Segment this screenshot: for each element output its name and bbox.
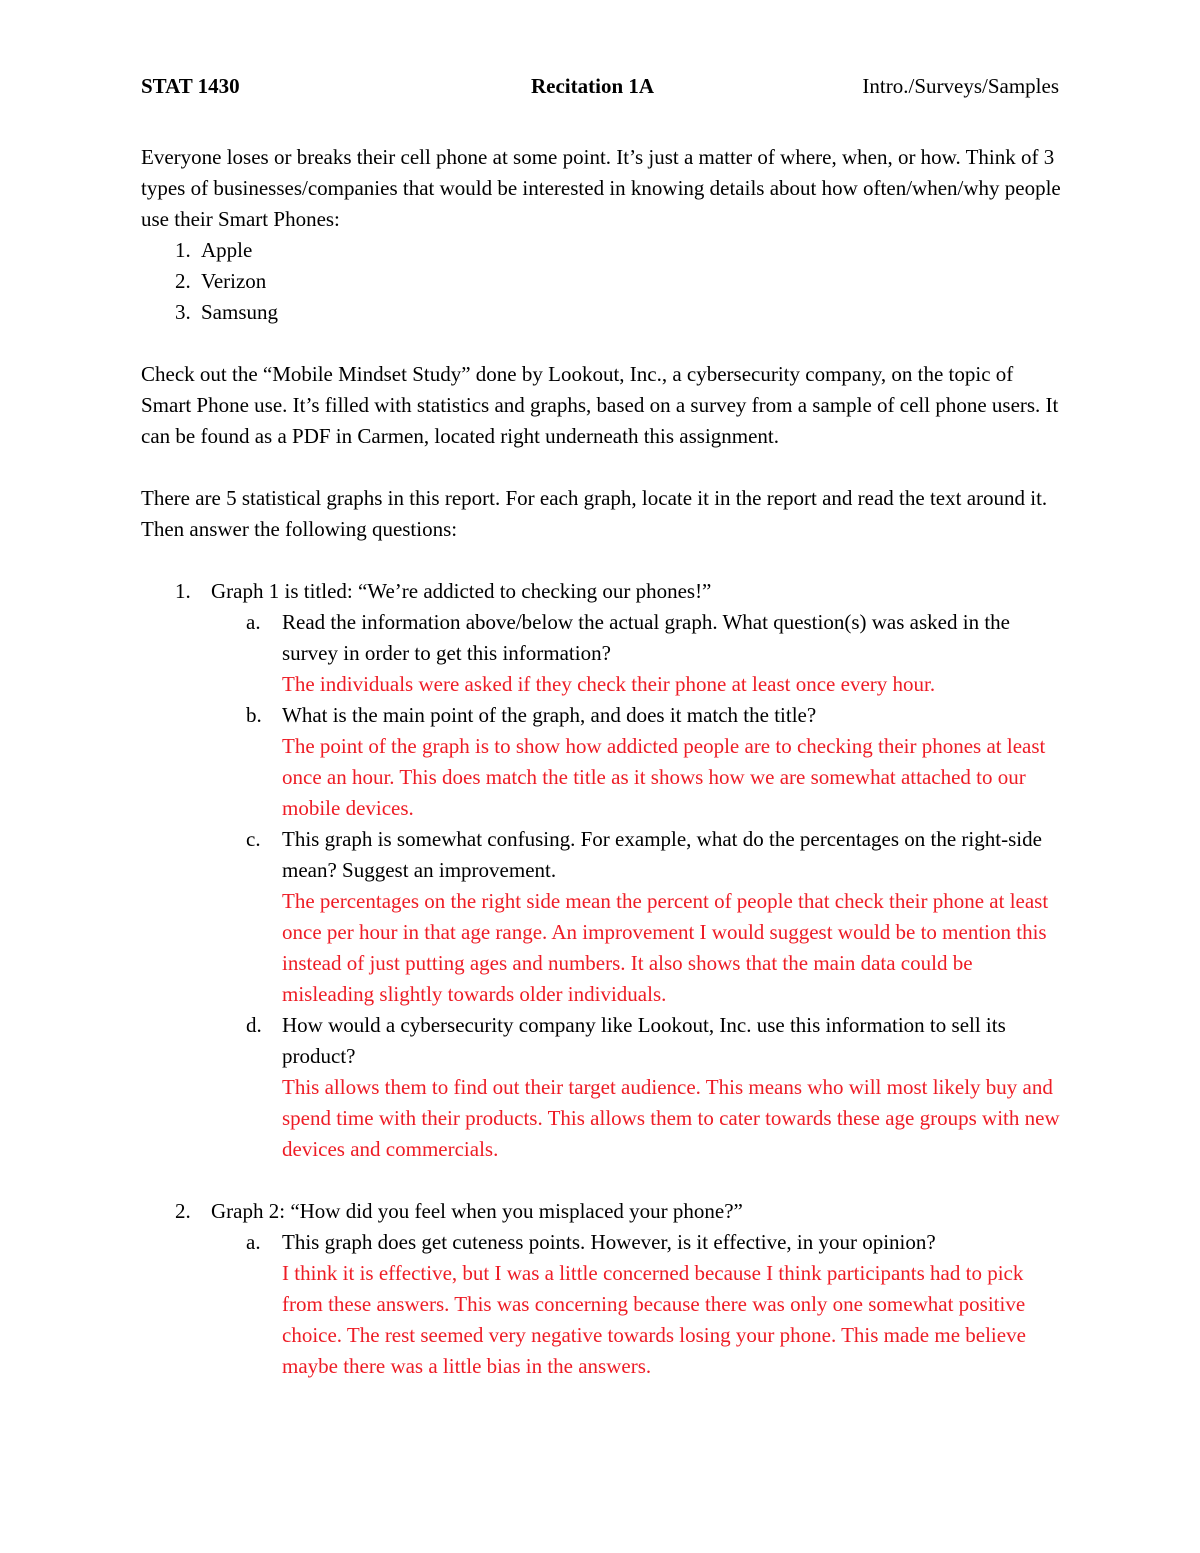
sub-question-text: This graph does get cuteness points. However, is it effective, in your opinion? xyxy=(282,1230,936,1254)
company-list xyxy=(141,235,1061,328)
sub-question-text: This graph is somewhat confusing. For example, what do the percentages on the right-side mean? Suggest an improvement. xyxy=(282,827,1042,882)
sub-question-text: What is the main point of the graph, and does it match the title? xyxy=(282,703,817,727)
sub-question-1c: c. This graph is somewhat confusing. For example, what do the percentages on the right-side mean? Suggest an improvement. The percentages on the right side mean the percent of people that check their phone at least once per hour in that age range. An improvement I would suggest would be to mention this instead of just putting ages and numbers. It also shows that the main data could be misleading slightly towards older individuals. xyxy=(141,824,1061,1010)
list-item: 1. Apple xyxy=(175,238,253,262)
answer-text: The individuals were asked if they check their phone at least once every hour. xyxy=(282,672,936,696)
answer-text: The point of the graph is to show how addicted people are to checking their phones at least once an hour. This does match the title as it shows how we are somewhat attached to our mobile devices. xyxy=(282,734,1046,820)
document-body xyxy=(141,142,1061,1382)
list-item: 2. Verizon xyxy=(175,269,267,293)
spacer xyxy=(141,328,1061,359)
list-item: 3. Samsung xyxy=(175,300,279,324)
sub-question-1b: b. What is the main point of the graph, and does it match the title? The point of the graph is to show how addicted people are to checking their phones at least once an hour. This does match the title as it shows how we are somewhat attached to our mobile devices. xyxy=(141,700,1061,824)
sub-question-1d: d. How would a cybersecurity company like Lookout, Inc. use this information to sell its product? This allows them to find out their target audience. This means who will most likely buy and spend time with their products. This allows them to cater towards these age groups with new devices and commercials. xyxy=(141,1010,1061,1165)
page-header xyxy=(141,70,1059,102)
course-code: STAT 1430 xyxy=(141,74,240,98)
spacer xyxy=(141,1165,1061,1196)
question-2: 2. Graph 2: “How did you feel when you misplaced your phone?” xyxy=(175,1199,743,1223)
sub-question-text: Read the information above/below the actual graph. What question(s) was asked in the survey in order to get this information? xyxy=(282,610,1010,665)
study-paragraph: Check out the “Mobile Mindset Study” done by Lookout, Inc., a cybersecurity company, on the topic of Smart Phone use. It’s filled with statistics and graphs, based on a survey from a sample of cell phone users. It can be found as a PDF in Carmen, located right underneath this assignment. xyxy=(141,362,1059,448)
question-title: Graph 1 is titled: “We’re addicted to checking our phones!” xyxy=(211,579,712,603)
question-1: 1. Graph 1 is titled: “We’re addicted to checking our phones!” xyxy=(175,579,712,603)
question-title: Graph 2: “How did you feel when you misplaced your phone?” xyxy=(211,1199,743,1223)
topic-label: Intro./Surveys/Samples xyxy=(862,74,1059,98)
intro-paragraph: Everyone loses or breaks their cell phone at some point. It’s just a matter of where, when, or how. Think of 3 types of businesses/companies that would be interested in knowing details about how often/when/why people use their Smart Phones: xyxy=(141,145,1061,231)
sub-question-1a: a. Read the information above/below the actual graph. What question(s) was asked in the survey in order to get this information? The individuals were asked if they check their phone at least once every hour. xyxy=(141,607,1061,700)
spacer xyxy=(141,452,1061,483)
sub-question-2a: a. This graph does get cuteness points. However, is it effective, in your opinion? I think it is effective, but I was a little concerned because I think participants had to pick from these answers. This was concerning because there was only one somewhat positive choice. The rest seemed very negative towards losing your phone. This made me believe maybe there was a little bias in the answers. xyxy=(141,1227,1061,1382)
instructions-paragraph: There are 5 statistical graphs in this report. For each graph, locate it in the report and read the text around it. Then answer the following questions: xyxy=(141,486,1048,541)
sub-question-text: How would a cybersecurity company like Lookout, Inc. use this information to sell its product? xyxy=(282,1013,1006,1068)
answer-text: I think it is effective, but I was a little concerned because I think participants had to pick from these answers. This was concerning because there was only one somewhat positive choice. The rest seemed very negative towards losing your phone. This made me believe maybe there was a little bias in the answers. xyxy=(282,1261,1026,1378)
answer-text: This allows them to find out their target audience. This means who will most likely buy and spend time with their products. This allows them to cater towards these age groups with new devices and commercials. xyxy=(282,1075,1060,1161)
answer-text: The percentages on the right side mean the percent of people that check their phone at least once per hour in that age range. An improvement I would suggest would be to mention this instead of just putting ages and numbers. It also shows that the main data could be misleading slightly towards older individuals. xyxy=(282,889,1049,1006)
recitation-title: Recitation 1A xyxy=(531,74,655,98)
spacer xyxy=(141,545,1061,576)
